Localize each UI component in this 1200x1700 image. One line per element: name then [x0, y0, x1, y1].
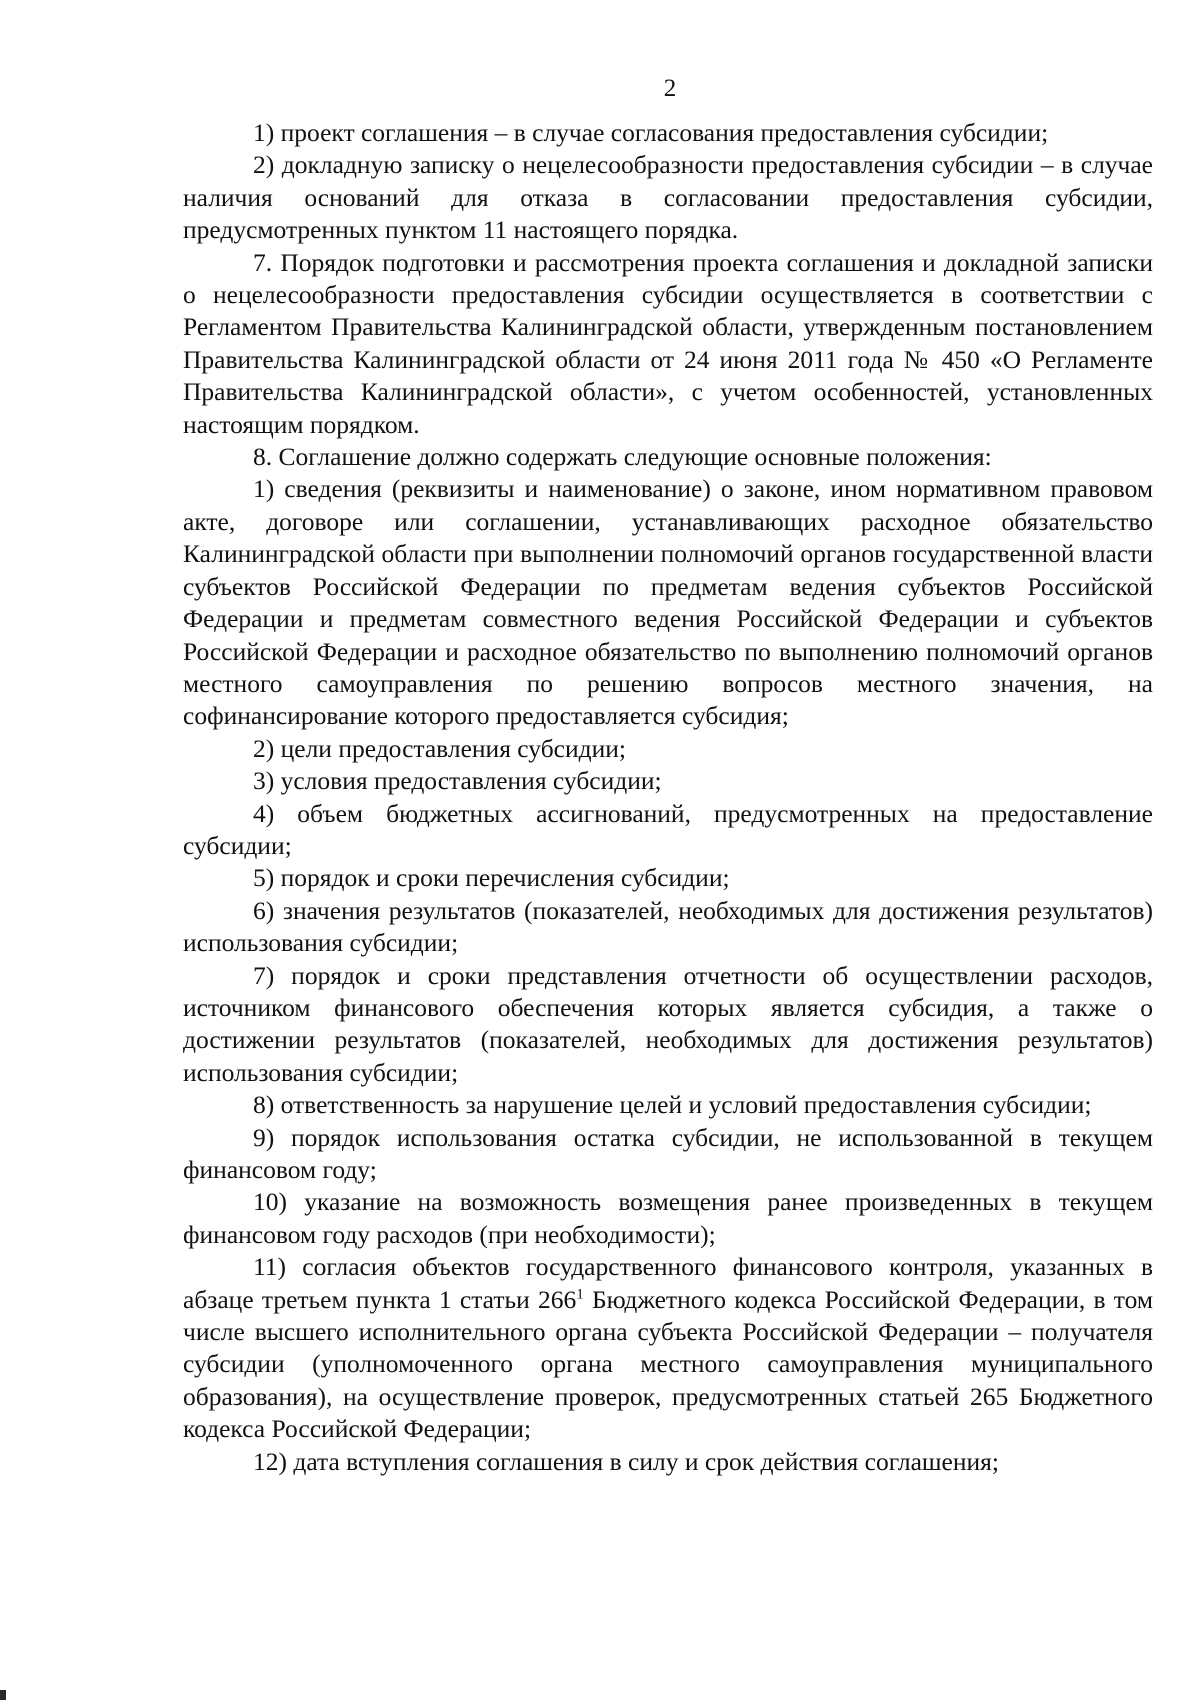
- list-item-11-text-before: 11) согласия объектов государственного финансового контроля, указанных в абзаце третьем пункта 1 статьи 266: [183, 1252, 1153, 1314]
- scan-edge-mark: [0, 1690, 6, 1700]
- superscript-article-index: 1: [576, 1286, 584, 1303]
- list-item-11-text-after: Бюджетного кодекса Российской Федерации, в том числе высшего исполнительного органа субъекта Российской Федерации – получателя субсидии (уполномоченного органа местного самоуправления муниципального образования), на осуществление проверок, предусмотренных статьей 265 Бюджетного кодекса Российской Федерации;: [183, 1284, 1153, 1444]
- paragraph-item-2: 2) докладную записку о нецелесообразности предоставления субсидии – в случае наличия оснований для отказа в согласовании предоставления субсидии, предусмотренных пунктом 11 настоящего порядка.: [183, 150, 1153, 245]
- paragraph-section-7: 7. Порядок подготовки и рассмотрения проекта соглашения и докладной записки о нецелесообразности предоставления субсидии осуществляется в соответствии с Регламентом Правительства Калининградской области, утвержденным постановлением Правительства Калининградской области от 24 июня 2011 года № 450 «О Регламенте Правительства Калининградской области», с учетом особенностей, установленных настоящим порядком.: [183, 247, 1153, 439]
- list-item-9: 9) порядок использования остатка субсидии, не использованной в текущем финансовом году;: [183, 1122, 1153, 1184]
- list-item-4: 4) объем бюджетных ассигнований, предусмотренных на предоставление субсидии;: [183, 798, 1153, 860]
- list-item-1: 1) сведения (реквизиты и наименование) о законе, ином нормативном правовом акте, договоре или соглашении, устанавливающих расходное обязательство Калининградской области при выполнении полномочий органов государственной власти субъектов Российской Федерации по предметам ведения субъектов Российской Федерации и предметам совместного ведения Российской Федерации и субъектов Российской Федерации и расходное обязательство по выполнению полномочий органов местного самоуправления по решению вопросов местного значения, на софинансирование которого предоставляется субсидия;: [183, 474, 1153, 731]
- document-body: [183, 117, 1153, 1478]
- list-item-5: 5) порядок и сроки перечисления субсидии;: [253, 863, 730, 893]
- list-item-2: 2) цели предоставления субсидии;: [253, 733, 626, 763]
- list-item-12: 12) дата вступления соглашения в силу и срок действия соглашения;: [253, 1446, 999, 1476]
- list-item-7: 7) порядок и сроки представления отчетности об осуществлении расходов, источником финансового обеспечения которых является субсидия, а также о достижении результатов (показателей, необходимых для достижения результатов) использования субсидии;: [183, 960, 1153, 1087]
- paragraph-section-8: 8. Соглашение должно содержать следующие основные положения:: [253, 442, 992, 472]
- list-item-3: 3) условия предоставления субсидии;: [253, 766, 662, 796]
- paragraph-item-1: 1) проект соглашения – в случае согласования предоставления субсидии;: [253, 118, 1049, 147]
- list-item-6: 6) значения результатов (показателей, необходимых для достижения результатов) использования субсидии;: [183, 895, 1153, 958]
- list-item-10: 10) указание на возможность возмещения ранее произведенных в текущем финансовом году расходов (при необходимости);: [183, 1187, 1153, 1249]
- list-item-11: [183, 1251, 1153, 1445]
- list-item-8: 8) ответственность за нарушение целей и условий предоставления субсидии;: [253, 1090, 1092, 1120]
- page-number: 2: [663, 75, 677, 102]
